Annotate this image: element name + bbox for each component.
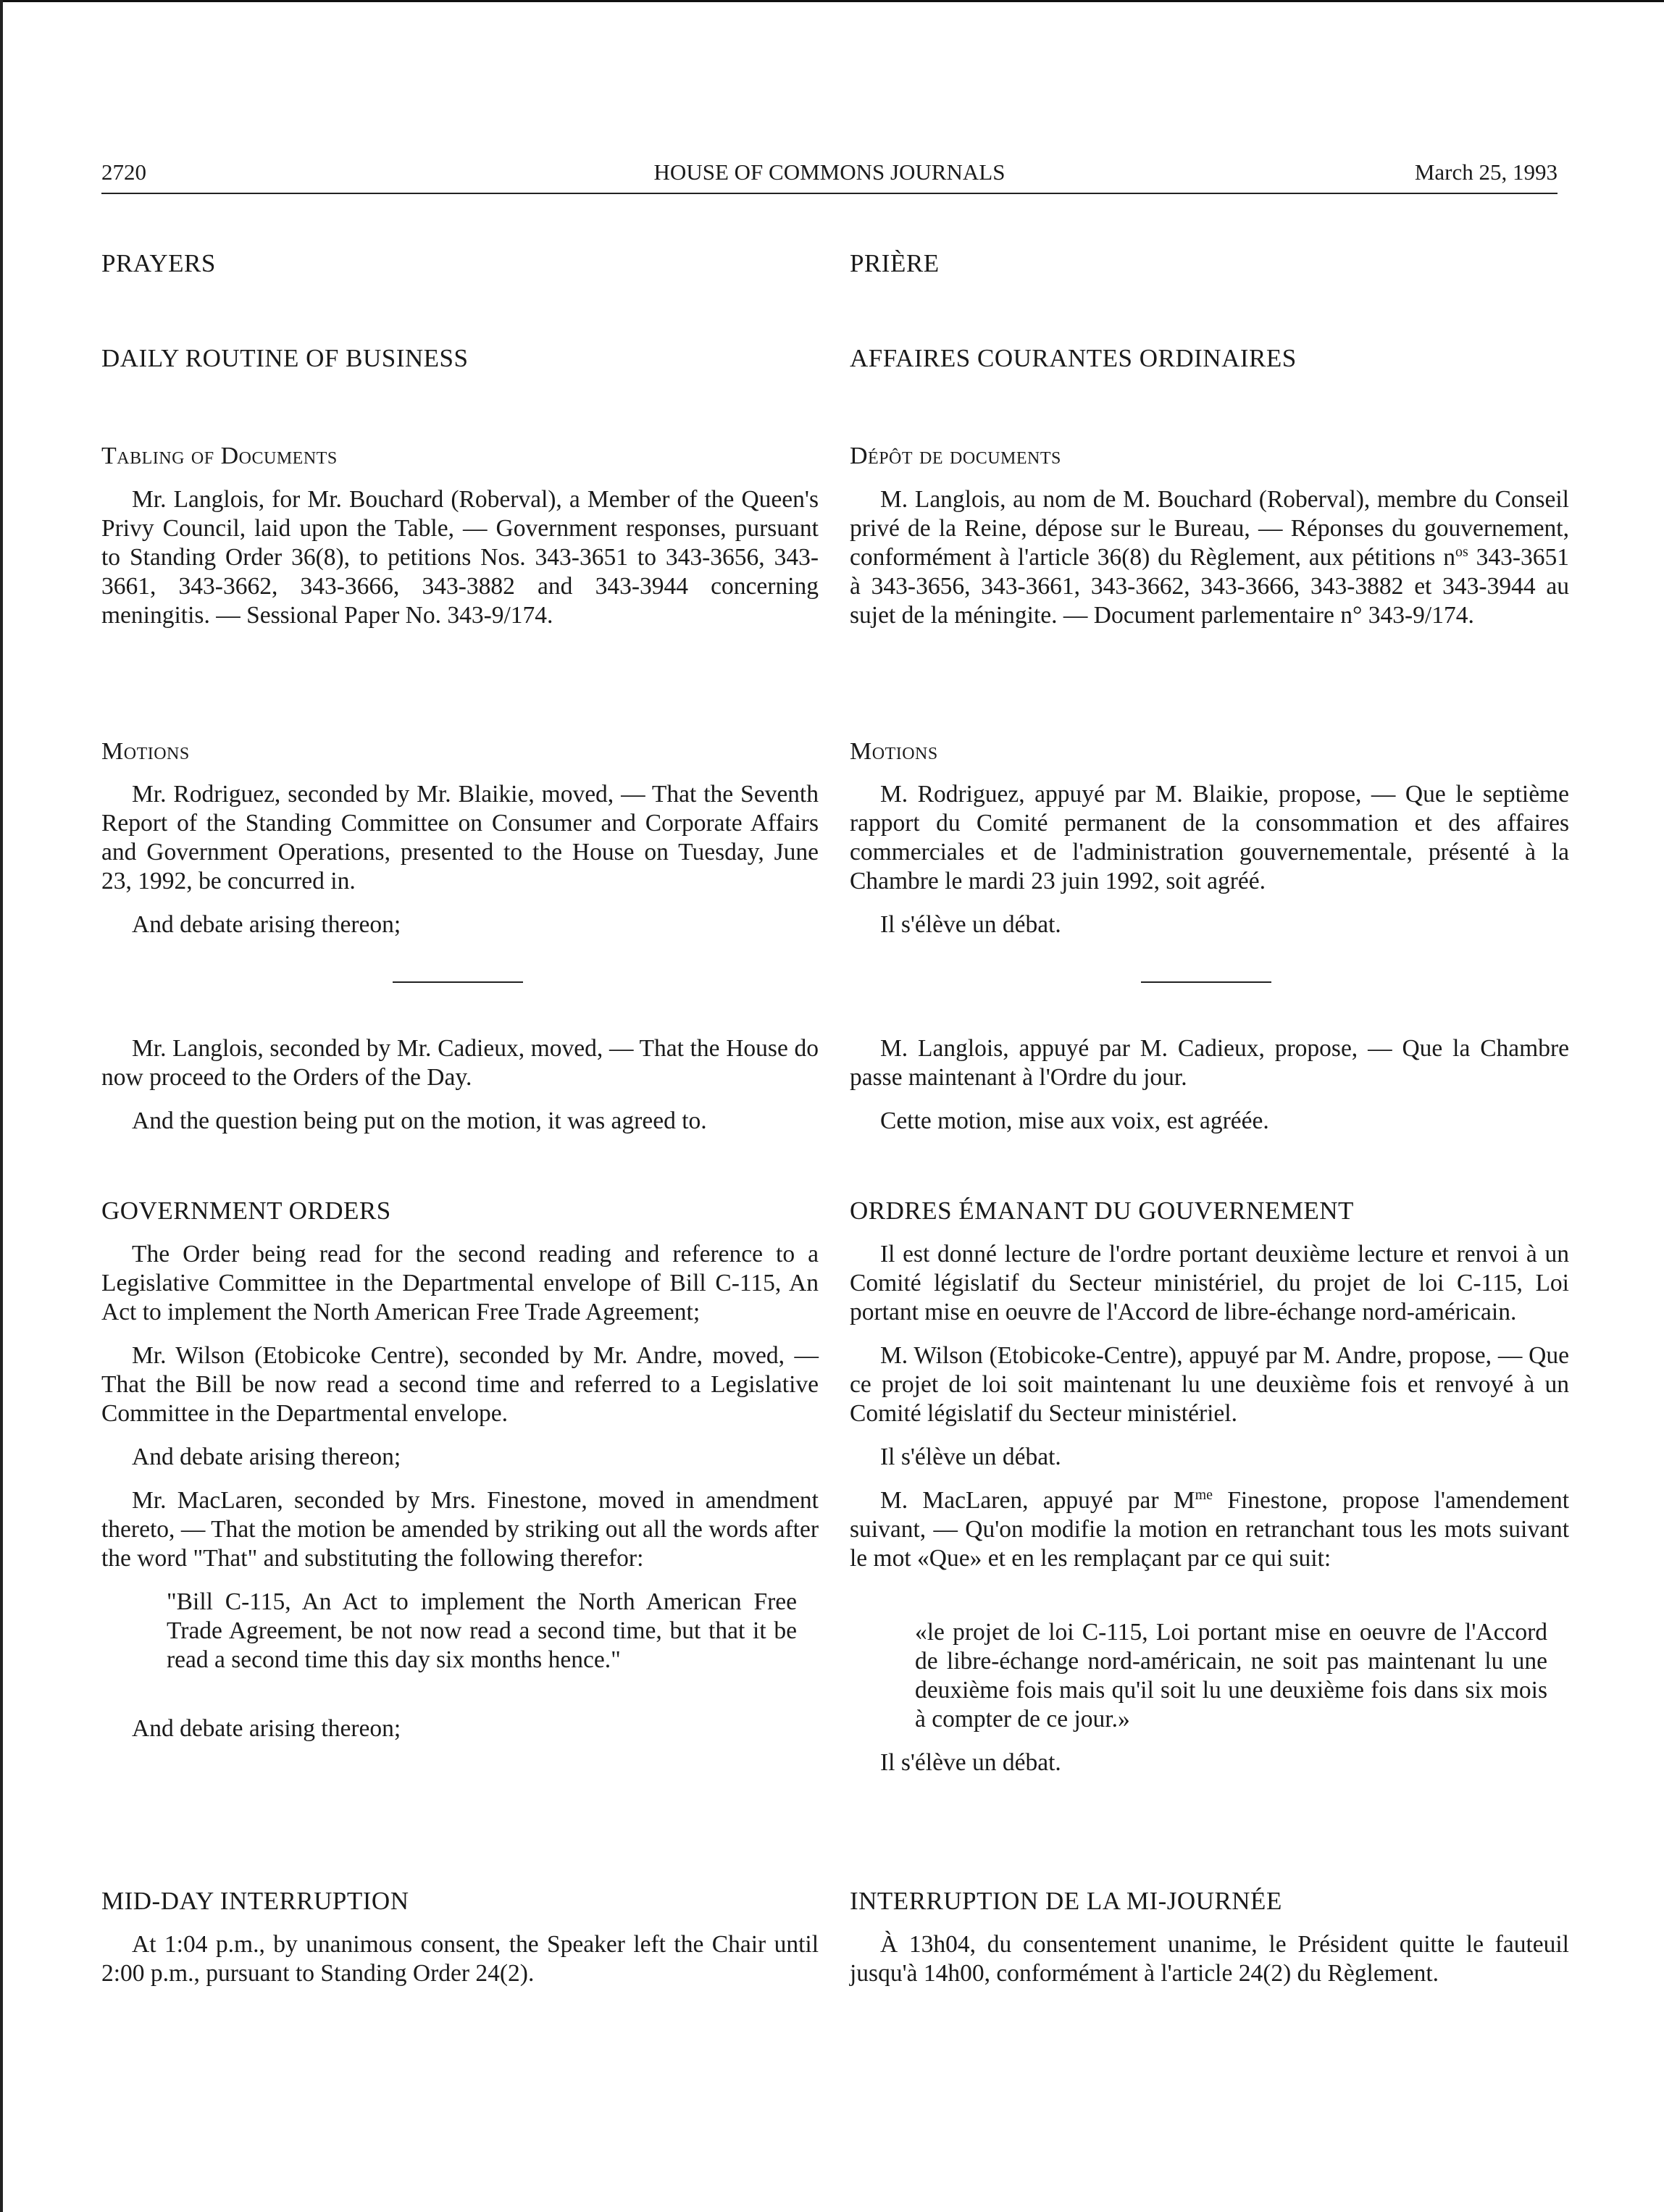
midday-section [101, 1930, 819, 1988]
ordre-lecture: Il est donné lecture de l'ordre portant deuxième lecture et renvoi à un Comité législatif du Secteur ministériel, du projet de loi C-115, Loi portant mise en oeuvre de l'Accord de libre-échange nord-américain. [850, 1241, 1569, 1325]
maclaren-fr-text-2: Finestone, propose l'amendement suivant, — Qu'on modifie la motion en retranchant tous les mots suivant le mot «Que» et en les remplaçant par ce qui suit: [850, 1487, 1570, 1572]
motion-rodriguez-fr: M. Rodriguez, appuyé par M. Blaikie, propose, — Que le septième rapport du Comité permanent de la consommation et des affaires commerciales et de l'administration gouvernementale, présenté à la Chambre le mardi 23 juin 1992, soit agréé. [850, 781, 1569, 895]
debate-arising: And debate arising thereon; [132, 911, 401, 938]
priere-heading: PRIÈRE [850, 249, 940, 277]
motion-result: And the question being put on the motion, it was agreed to. [132, 1107, 707, 1134]
tabling-heading: Tabling of Documents [101, 443, 338, 469]
wilson-fr: M. Wilson (Etobicoke-Centre), appuyé par M. Andre, propose, — Que ce projet de loi soit maintenant lu une deuxième fois et renvoyé à un Comité législatif du Secteur ministériel. [850, 1342, 1569, 1427]
tabling-paragraph: Mr. Langlois, for Mr. Bouchard (Roberval), a Member of the Queen's Privy Council, laid upon the Table, — Government responses, pursuant to Standing Order 36(8), to petitions Nos. 343-3651 to 343-3656, 343-3661, 343-3662, 343-3666, 343-3882 and 343-3944 concerning meningitis. — Sessional Paper No. 343-9/174. [101, 486, 819, 629]
interruption-heading: INTERRUPTION DE LA MI-JOURNÉE [850, 1887, 1282, 1915]
amendment-quote-fr: «le projet de loi C-115, Loi portant mise en oeuvre de l'Accord de libre-échange nord-américain, ne soit pas maintenant lu une deuxième fois mais qu'il soit lu une deuxième fois dans six mois à compter de ce jour.» [915, 1619, 1547, 1733]
interruption-section [850, 1930, 1569, 1988]
interruption-text: À 13h04, du consentement unanime, le Président quitte le fauteuil jusqu'à 14h00, conformément à l'article 24(2) du Règlement. [850, 1931, 1569, 1987]
go-order-read: The Order being read for the second reading and reference to a Legislative Committee in the Departmental envelope of Bill C-115, An Act to implement the North American Free Trade Agreement; [101, 1241, 819, 1325]
debat-fr-3: Il s'élève un débat. [880, 1749, 1061, 1776]
motion-langlois: Mr. Langlois, seconded by Mr. Cadieux, moved, — That the House do now proceed to the Orders of the Day. [101, 1035, 819, 1091]
maclaren-fr [850, 1486, 1569, 1573]
depot-text-1: M. Langlois, au nom de M. Bouchard (Roberval), membre du Conseil privé de la Reine, dépose sur le Bureau, — Réponses du gouvernement, conformément à l'article 36(8) du Règlement, aux pétitions n [850, 486, 1569, 571]
depot-superscript: os [1455, 543, 1468, 560]
motions-fr-section [850, 780, 1569, 939]
depot-paragraph [850, 485, 1569, 630]
maclaren-fr-text-1: M. MacLaren, appuyé par M [880, 1487, 1195, 1514]
motion-result-fr: Cette motion, mise aux voix, est agréée. [880, 1107, 1269, 1134]
ordres-section [850, 1240, 1569, 1777]
depot-heading: Dépôt de documents [850, 443, 1061, 469]
government-orders-heading: GOVERNMENT ORDERS [101, 1197, 391, 1225]
tabling-section [101, 485, 819, 630]
motions-section [101, 780, 819, 939]
motions-heading: Motions [101, 738, 190, 765]
daily-routine-heading: DAILY ROUTINE OF BUSINESS [101, 344, 469, 372]
ordres-heading: ORDRES ÉMANANT DU GOUVERNEMENT [850, 1197, 1354, 1225]
motions-fr-heading: Motions [850, 738, 938, 765]
prayers-heading: PRAYERS [101, 249, 216, 277]
go-debate-2: And debate arising thereon; [132, 1715, 401, 1742]
debat-fr-2: Il s'élève un débat. [880, 1444, 1061, 1470]
motion-langlois-section [101, 1034, 819, 1136]
midday-heading: MID-DAY INTERRUPTION [101, 1887, 409, 1915]
go-maclaren-amendment: Mr. MacLaren, seconded by Mrs. Finestone, moved in amendment thereto, — That the motion be amended by striking out all the words after the word "That" and substituting the following therefor: [101, 1487, 819, 1572]
section-divider-fr [1141, 981, 1271, 983]
government-orders-section [101, 1240, 819, 1743]
motion-rodriguez: Mr. Rodriguez, seconded by Mr. Blaikie, moved, — That the Seventh Report of the Standing Committee on Consumer and Corporate Affairs and Government Operations, presented to the House on Tuesday, June 23, 1992, be concurred in. [101, 781, 819, 895]
motion-langlois-fr-section [850, 1034, 1569, 1136]
section-divider [393, 981, 523, 983]
depot-section [850, 485, 1569, 630]
journal-date: March 25, 1993 [1414, 159, 1558, 185]
journal-title: HOUSE OF COMMONS JOURNALS [653, 159, 1005, 185]
page-header [101, 156, 1558, 194]
scan-top-edge [0, 0, 1664, 2]
maclaren-fr-superscript: me [1195, 1486, 1213, 1503]
motion-langlois-fr: M. Langlois, appuyé par M. Cadieux, propose, — Que la Chambre passe maintenant à l'Ordre du jour. [850, 1035, 1569, 1091]
page-number: 2720 [101, 159, 146, 185]
debat-fr: Il s'élève un débat. [880, 911, 1061, 938]
affaires-courantes-heading: AFFAIRES COURANTES ORDINAIRES [850, 344, 1297, 372]
go-amendment-quote: "Bill C-115, An Act to implement the North American Free Trade Agreement, be not now read a second time, but that it be read a second time this day six months hence." [167, 1588, 797, 1673]
go-wilson-motion: Mr. Wilson (Etobicoke Centre), seconded by Mr. Andre, moved, — That the Bill be now read a second time and referred to a Legislative Committee in the Departmental envelope. [101, 1342, 819, 1427]
scan-left-edge [0, 0, 3, 2212]
go-debate-1: And debate arising thereon; [132, 1444, 401, 1470]
depot-text-2: 343-3651 à 343-3656, 343-3661, 343-3662, 343-3666, 343-3882 et 343-3944 au sujet de la méningite. — Document parlementaire n° 343-9/174. [850, 544, 1570, 629]
midday-text: At 1:04 p.m., by unanimous consent, the Speaker left the Chair until 2:00 p.m., pursuant to Standing Order 24(2). [101, 1931, 819, 1987]
